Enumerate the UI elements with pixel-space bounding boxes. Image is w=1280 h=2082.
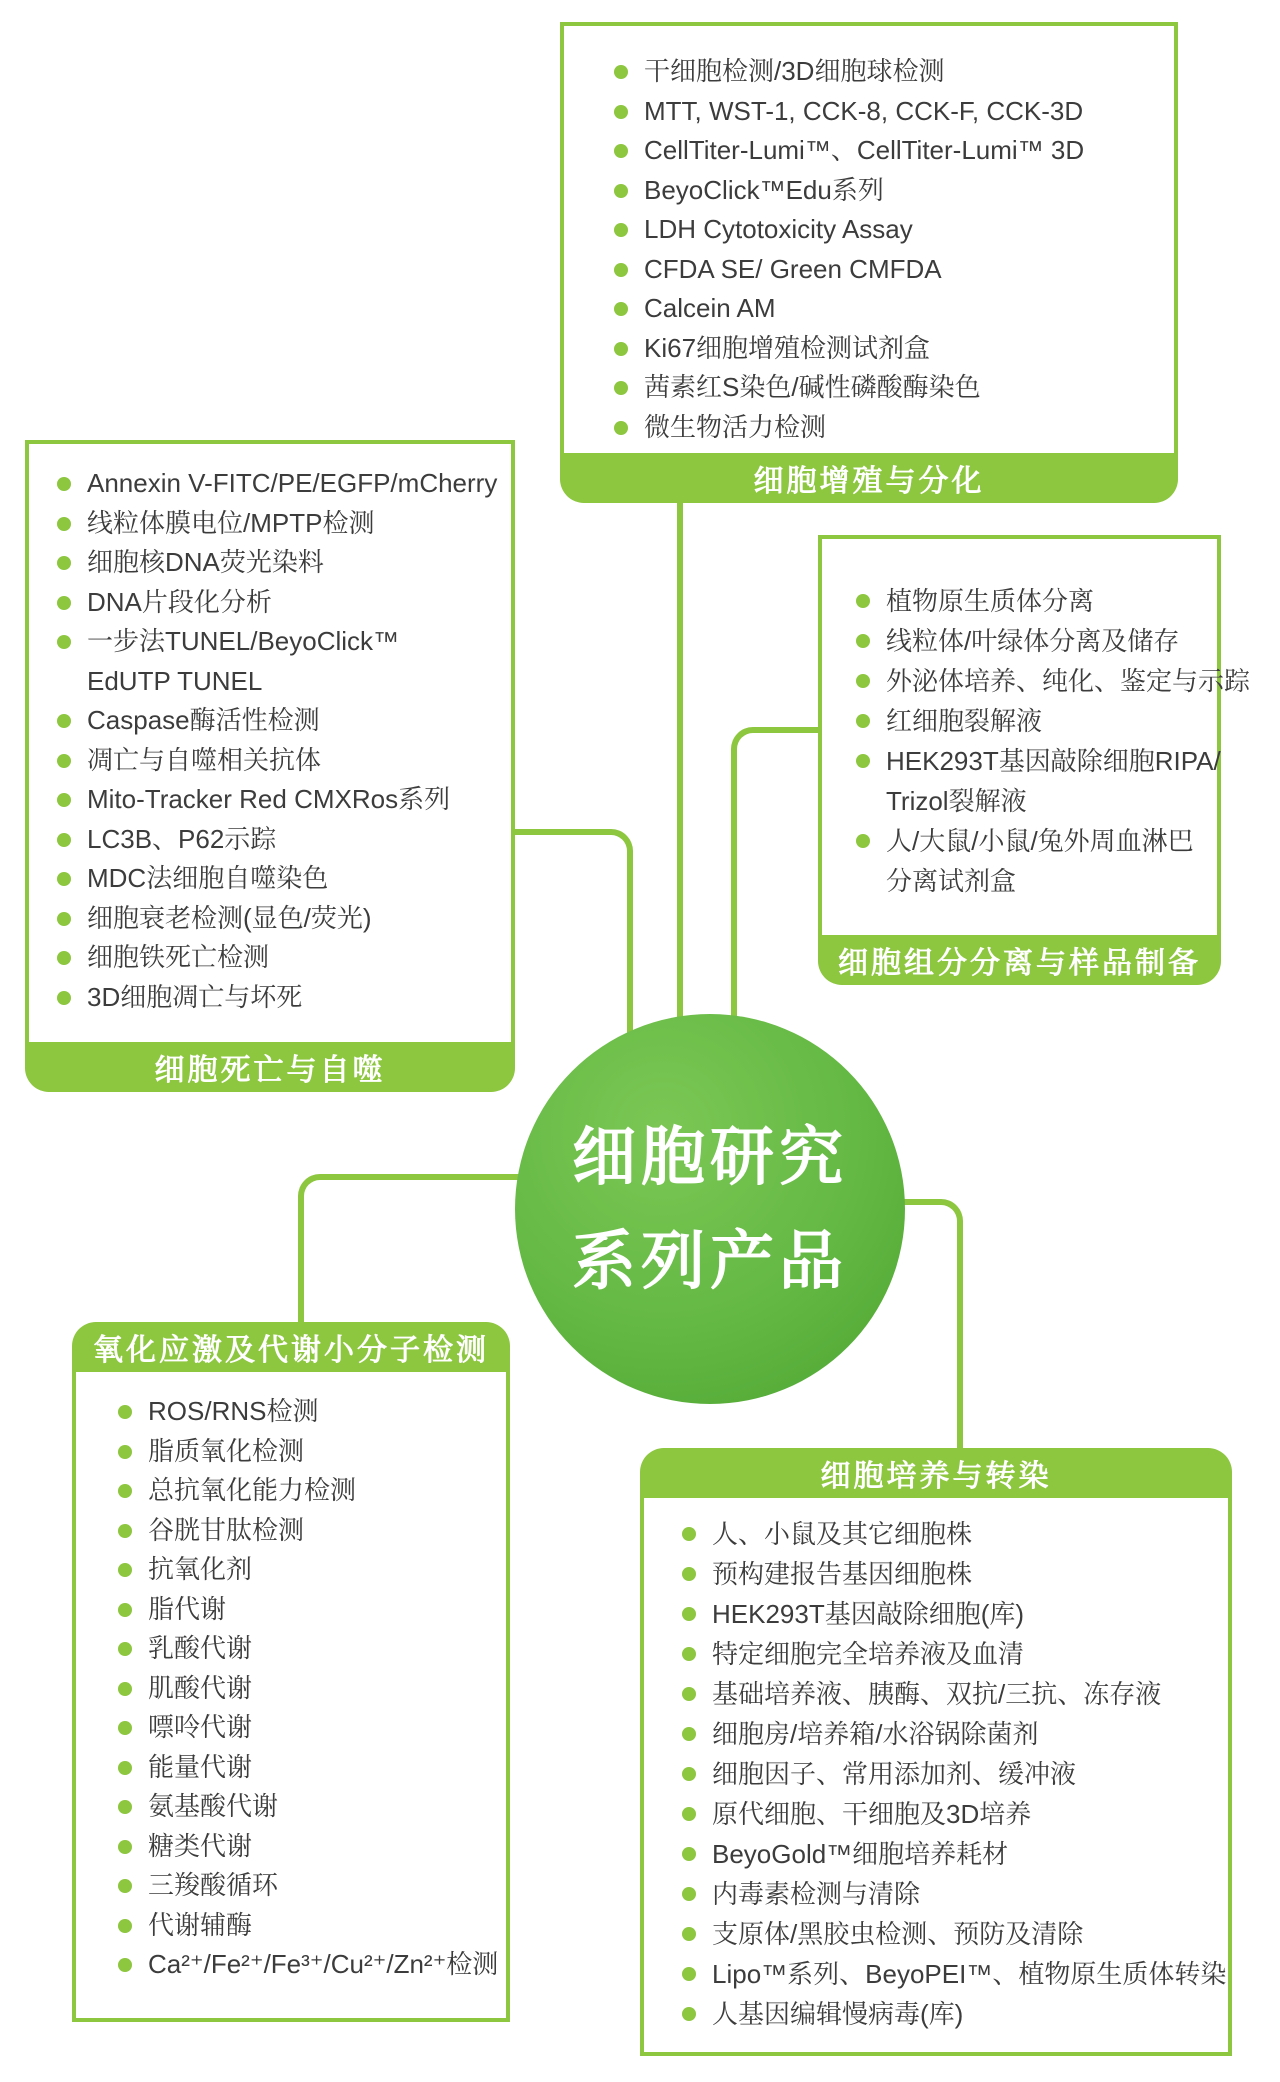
oxidative-stress-list — [76, 1326, 506, 1985]
cell-death-list — [29, 444, 511, 1017]
list-item: 糖类代谢 — [112, 1827, 506, 1867]
list-item: 植物原生质体分离 — [850, 581, 1217, 621]
list-item: 红细胞裂解液 — [850, 701, 1217, 741]
list-item: 支原体/黑胶虫检测、预防及清除 — [676, 1914, 1228, 1954]
connector-death-to-center — [513, 829, 633, 1040]
list-item: 内毒素检测与清除 — [676, 1874, 1228, 1914]
connector-proliferation-to-center — [677, 500, 683, 1030]
list-item: 人、小鼠及其它细胞株 — [676, 1514, 1228, 1554]
list-item: 人基因编辑慢病毒(库) — [676, 1994, 1228, 2034]
list-item: 茜素红S染色/碱性磷酸酶染色 — [608, 368, 1174, 408]
connector-fractionation-to-center — [731, 727, 826, 1038]
list-item: 基础培养液、胰酶、双抗/三抗、冻存液 — [676, 1674, 1228, 1714]
list-item: 乳酸代谢 — [112, 1629, 506, 1669]
list-item: 3D细胞凋亡与坏死 — [51, 978, 511, 1018]
list-item: 谷胱甘肽检测 — [112, 1511, 506, 1551]
list-item: LC3B、P62示踪 — [51, 820, 511, 860]
list-item: 能量代谢 — [112, 1748, 506, 1788]
list-item: 人/大鼠/小鼠/兔外周血淋巴 — [850, 821, 1217, 861]
box-cell-death — [25, 440, 515, 1092]
list-item: Caspase酶活性检测 — [51, 701, 511, 741]
list-item: Calcein AM — [608, 289, 1174, 329]
oxidative-stress-title: 氧化应激及代谢小分子检测 — [72, 1322, 510, 1372]
cell-culture-list — [644, 1452, 1228, 2034]
center-node-line1: 细胞研究 — [572, 1121, 848, 1193]
list-item: 代谢辅酶 — [112, 1906, 506, 1946]
list-item: 凋亡与自噬相关抗体 — [51, 741, 511, 781]
cell-proliferation-list — [564, 26, 1174, 447]
list-item: 细胞因子、常用添加剂、缓冲液 — [676, 1754, 1228, 1794]
list-item: MTT, WST-1, CCK-8, CCK-F, CCK-3D — [608, 92, 1174, 132]
list-item: CFDA SE/ Green CMFDA — [608, 250, 1174, 290]
box-cell-proliferation — [560, 22, 1178, 503]
list-item: 微生物活力检测 — [608, 408, 1174, 448]
list-item: 脂代谢 — [112, 1590, 506, 1630]
list-item: Annexin V-FITC/PE/EGFP/mCherry — [51, 464, 511, 504]
list-item: 原代细胞、干细胞及3D培养 — [676, 1794, 1228, 1834]
cell-culture-title: 细胞培养与转染 — [640, 1448, 1232, 1498]
list-item: 预构建报告基因细胞株 — [676, 1554, 1228, 1594]
box-cell-culture — [640, 1448, 1232, 2056]
connector-center-to-oxidation — [298, 1174, 524, 1332]
cell-fractionation-list — [822, 539, 1251, 901]
list-item: Ki67细胞增殖检测试剂盒 — [608, 329, 1174, 369]
list-item: 氨基酸代谢 — [112, 1787, 506, 1827]
list-item: 分离试剂盒 — [886, 866, 1017, 896]
list-item: 脂质氧化检测 — [112, 1432, 506, 1472]
list-item: BeyoClick™Edu系列 — [608, 171, 1174, 211]
list-item: 嘌呤代谢 — [112, 1708, 506, 1748]
list-item: 干细胞检测/3D细胞球检测 — [608, 52, 1174, 92]
center-node-line2: 系列产品 — [572, 1225, 848, 1297]
list-item: 细胞房/培养箱/水浴锅除菌剂 — [676, 1714, 1228, 1754]
cell-death-title: 细胞死亡与自噬 — [25, 1042, 515, 1092]
list-item: EdUTP TUNEL — [87, 665, 263, 696]
list-item: HEK293T基因敲除细胞(库) — [676, 1594, 1228, 1634]
list-item: Lipo™系列、BeyoPEI™、植物原生质体转染 — [676, 1954, 1228, 1994]
cell-proliferation-title: 细胞增殖与分化 — [560, 453, 1178, 503]
list-item: MDC法细胞自噬染色 — [51, 859, 511, 899]
list-item: 三羧酸循环 — [112, 1866, 506, 1906]
list-item: 线粒体膜电位/MPTP检测 — [51, 504, 511, 544]
list-item: LDH Cytotoxicity Assay — [608, 210, 1174, 250]
list-item: 一步法TUNEL/BeyoClick™ — [51, 622, 511, 662]
list-item: 特定细胞完全培养液及血清 — [676, 1634, 1228, 1674]
list-item: DNA片段化分析 — [51, 583, 511, 623]
center-node-cell-research-series — [515, 1014, 905, 1404]
list-item: ROS/RNS检测 — [112, 1392, 506, 1432]
box-oxidative-stress — [72, 1322, 510, 2022]
list-item: Mito-Tracker Red CMXRos系列 — [51, 780, 511, 820]
list-item: Ca²⁺/Fe²⁺/Fe³⁺/Cu²⁺/Zn²⁺检测 — [112, 1945, 506, 1985]
list-item: 总抗氧化能力检测 — [112, 1471, 506, 1511]
list-item: Trizol裂解液 — [886, 786, 1027, 816]
list-item: 细胞铁死亡检测 — [51, 938, 511, 978]
list-item: 线粒体/叶绿体分离及储存 — [850, 621, 1217, 661]
cell-fractionation-title: 细胞组分分离与样品制备 — [818, 935, 1221, 985]
list-item: HEK293T基因敲除细胞RIPA/ — [850, 741, 1217, 781]
list-item: BeyoGold™细胞培养耗材 — [676, 1834, 1228, 1874]
list-item: 外泌体培养、纯化、鉴定与示踪 — [850, 661, 1217, 701]
box-cell-fractionation — [818, 535, 1251, 985]
list-item: 肌酸代谢 — [112, 1669, 506, 1709]
list-item: 细胞核DNA荧光染料 — [51, 543, 511, 583]
list-item: 细胞衰老检测(显色/荧光) — [51, 899, 511, 939]
connector-center-to-culture — [903, 1199, 963, 1458]
list-item: 抗氧化剂 — [112, 1550, 506, 1590]
list-item: CellTiter-Lumi™、CellTiter-Lumi™ 3D — [608, 131, 1174, 171]
